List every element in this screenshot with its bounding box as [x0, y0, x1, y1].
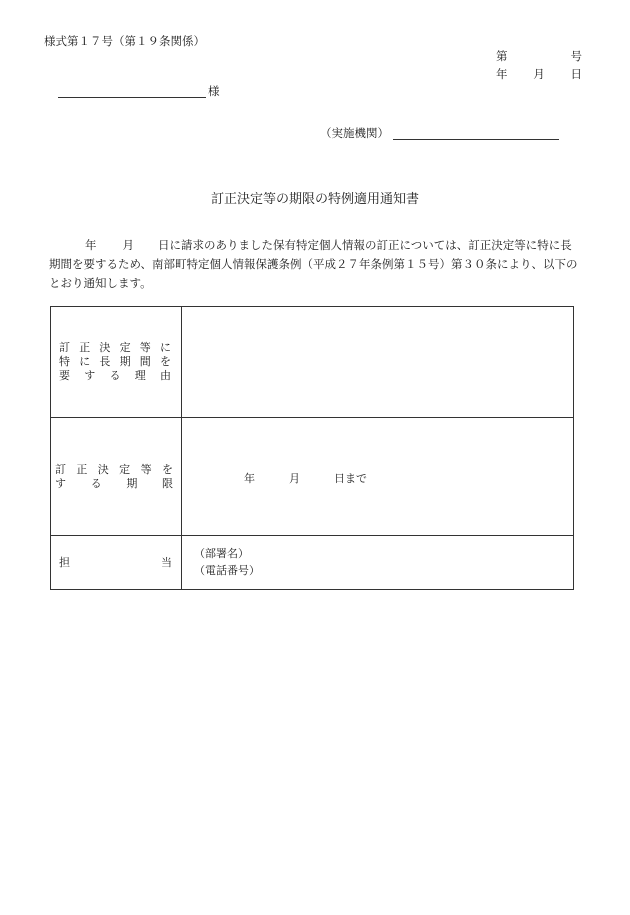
label-char: る — [109, 369, 121, 382]
issue-date-line — [496, 67, 582, 81]
label-char: 定 — [119, 462, 131, 476]
contact-row — [51, 536, 573, 589]
reason-label — [51, 307, 182, 417]
label-char: る — [90, 476, 102, 490]
label-char: 理 — [134, 369, 146, 382]
label-char: 正 — [79, 341, 91, 354]
deadline-row — [51, 418, 573, 536]
label-char: に — [79, 355, 91, 368]
label-char: 由 — [160, 369, 171, 382]
label-char: 期 — [126, 476, 138, 490]
deadline-day: 日まで — [334, 472, 367, 485]
label-char: 等 — [139, 341, 151, 354]
addressee-suffix: 様 — [208, 84, 220, 98]
reason-label-line-2 — [59, 355, 171, 369]
label-char: 特 — [59, 355, 70, 368]
document-number-line — [496, 49, 582, 63]
date-day: 日 — [570, 67, 582, 81]
reason-row — [51, 307, 573, 418]
deadline-year: 年 — [244, 472, 255, 485]
reason-label-line-1 — [59, 341, 171, 355]
body-year: 年 — [85, 238, 97, 252]
label-char: 訂 — [59, 341, 70, 354]
body-text: 日に請求のありました保有特定個人情報の訂正については、訂正決定等に特に長期間を要するため、南部町特定個人情報保護条例（平成２７年条例第１５号）第３０条により、以下のとおり通知します。 — [49, 238, 578, 290]
label-char: を — [159, 355, 171, 368]
label-char: 長 — [99, 355, 111, 368]
label-char: に — [159, 341, 171, 354]
date-month: 月 — [533, 67, 545, 81]
reason-label-line-3 — [59, 369, 171, 383]
label-char: 等 — [140, 462, 152, 476]
contact-info — [194, 545, 260, 579]
deadline-label — [51, 418, 182, 535]
agency-blank[interactable] — [393, 128, 559, 140]
label-char: 当 — [161, 555, 172, 569]
phone-label: （電話番号） — [194, 564, 260, 577]
label-char: 決 — [97, 462, 109, 476]
contact-label-line — [59, 556, 172, 570]
notice-form-table — [50, 306, 574, 590]
agency-label: （実施機関） — [320, 126, 389, 140]
date-year: 年 — [496, 67, 508, 81]
body-month: 月 — [122, 238, 134, 252]
contact-value[interactable] — [182, 536, 573, 589]
label-char: 要 — [59, 369, 70, 382]
label-char: 期 — [119, 355, 131, 368]
contact-label — [51, 536, 182, 589]
label-char: 訂 — [55, 462, 66, 476]
document-number-prefix: 第 — [496, 49, 508, 63]
label-char: 限 — [161, 476, 173, 490]
deadline-label-line-2 — [55, 477, 173, 491]
addressee-blank[interactable] — [58, 86, 206, 98]
document-title: 訂正決定等の期限の特例適用通知書 — [210, 192, 419, 207]
label-char: す — [84, 369, 96, 382]
reason-value[interactable] — [182, 307, 573, 417]
deadline-month: 月 — [289, 472, 300, 485]
department-label: （部署名） — [194, 547, 249, 560]
document-number-suffix: 号 — [570, 49, 582, 63]
addressee-line — [58, 84, 220, 98]
deadline-label-line-1 — [55, 463, 173, 477]
notice-body — [49, 236, 579, 293]
label-char: 決 — [99, 341, 111, 354]
label-char: す — [55, 476, 66, 490]
label-char: 間 — [139, 355, 151, 368]
label-char: 定 — [119, 341, 131, 354]
agency-line — [320, 126, 559, 140]
deadline-value[interactable] — [182, 418, 573, 535]
label-char: 正 — [76, 462, 88, 476]
form-number: 様式第１７号（第１９条関係） — [44, 34, 205, 48]
deadline-date — [244, 470, 367, 486]
label-char: 担 — [59, 555, 70, 569]
label-char: を — [161, 462, 173, 476]
